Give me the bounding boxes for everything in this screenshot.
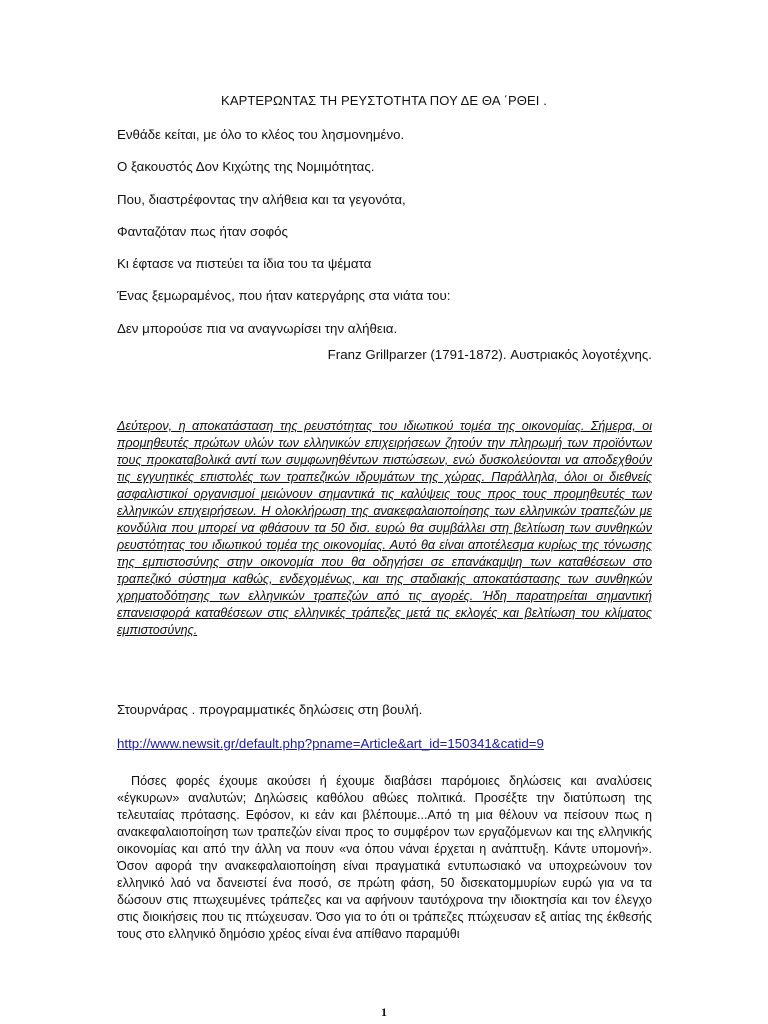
quoted-statement: Δεύτερον, η αποκατάσταση της ρευστότητας του ιδιωτικού τομέα της οικονομίας. Σήμερα, οι προμηθευτές πρώτων υλών των ελληνικών επιχειρήσεων ζητούν την πληρωμή των προϊόντων τους προκαταβολικά αντί των συμφωνηθέντων πιστώσεων, ενώ δυσκολεύονται να αποδεχθούν τις εγγυητικές επιστολές των τραπεζικών ιδρυμάτων της χώρας. Παράλληλα, όλοι οι διεθνείς ασφαλιστικοί οργανισμοί μειώνουν σημαντικά τις καλύψεις τους προς τους προμηθευτές των ελληνικών επιχειρήσεων. Η ολοκλήρωση της ανακεφαλαιοποίησης των ελληνικών τραπεζών με κονδύλια που μπορεί να φθάσουν τα 50 δισ. ευρώ θα συμβάλλει στη βελτίωση των συνθηκών ρευστότητας του ιδιωτικού τομέα της οικονομίας. Αυτό θα είναι αποτέλεσμα κυρίως της τόνωσης της εμπιστοσύνης στην οικονομία που θα οδηγήσει σε επανάκαμψη των καταθέσεων στο τραπεζικό σύστημα καθώς, ενδεχομένως, και της σταδιακής αποκατάστασης των συνθηκών χρηματοδότησης των ελληνικών τραπεζών από τις αγορές. Ήδη παρατηρείται σημαντική επανεισφορά καταθέσεων στις ελληνικές τράπεζες μετά τις εκλογές και βελτίωση του κλίματος εμπιστοσύνης. bbox=[117, 419, 652, 637]
source-link[interactable]: http://www.newsit.gr/default.php?pname=Article&art_id=150341&catid=9 bbox=[117, 736, 544, 751]
poem-line: Ένας ξεμωραμένος, που ήταν κατεργάρης στα νιάτα του: bbox=[117, 288, 451, 304]
poem-epigraph bbox=[117, 127, 657, 353]
poem-line: Φανταζόταν πως ήταν σοφός bbox=[117, 223, 288, 239]
quote-source: Στουρνάρας . προγραμματικές δηλώσεις στη βουλή. bbox=[117, 702, 423, 717]
poem-line: Που, διαστρέφοντας την αλήθεια και τα γεγονότα, bbox=[117, 191, 406, 207]
poem-line: Κι έφτασε να πιστεύει τα ίδια του τα ψέματα bbox=[117, 256, 372, 272]
document-title: ΚΑΡΤΕΡΩΝΤΑΣ ΤΗ ΡΕΥΣΤΟΤΗΤΑ ΠΟΥ ΔΕ ΘΑ ΄ΡΘΕΙ . bbox=[221, 93, 547, 108]
poem-line: Δεν μπορούσε πια να αναγνωρίσει την αλήθεια. bbox=[117, 320, 398, 336]
page-number: 1 bbox=[381, 1005, 387, 1019]
poem-line: Ο ξακουστός Δον Κιχώτης της Νομιμότητας. bbox=[117, 159, 375, 175]
body-paragraph: Πόσες φορές έχουμε ακούσει ή έχουμε διαβάσει παρόμοιες δηλώσεις και αναλύσεις «έγκυρων» αναλυτών; Δηλώσεις καθόλου αθώες πολιτικά. Προσέξτε την διατύπωση της τελευταίας πρότασης. Εφόσον, κι εάν και βλέπουμε...Από τη μια θέλουν να πείσουν πως η ανακεφαλαιοποίηση των τραπεζών είναι προς το συμφέρον των εργαζόμενων και της ελληνικής οικονομίας και από την άλλη να πουν «να όπου νάναι έρχεται η ανάπτυξη. Κάντε υπομονή». Όσον αφορά την ανακεφαλαιοποίηση είναι πραγματικά εντυπωσιακό να υποχρεώνουν τον ελληνικό λαό να δανειστεί ένα ποσό, σε πρώτη φάση, 50 δισεκατομμυρίων ευρώ για να τα δώσουν στις πτωχευμένες τράπεζες και να αφήνουν ταυτόχρονα την ιδιοκτησία και τον έλεγχο στις διοικήσεις που τις πτώχευσαν. Όσο για το ότι οι τράπεζες πτώχευσαν εξ αιτίας της έκθεσής τους στο ελληνικό δημόσιο χρέος είναι ένα απίθανο παραμύθι bbox=[117, 774, 652, 941]
poem-line: Ενθάδε κείται, με όλο το κλέος του λησμονημένο. bbox=[117, 127, 405, 142]
poem-attribution: Franz Grillparzer (1791-1872). Αυστριακός λογοτέχνης. bbox=[327, 347, 652, 362]
